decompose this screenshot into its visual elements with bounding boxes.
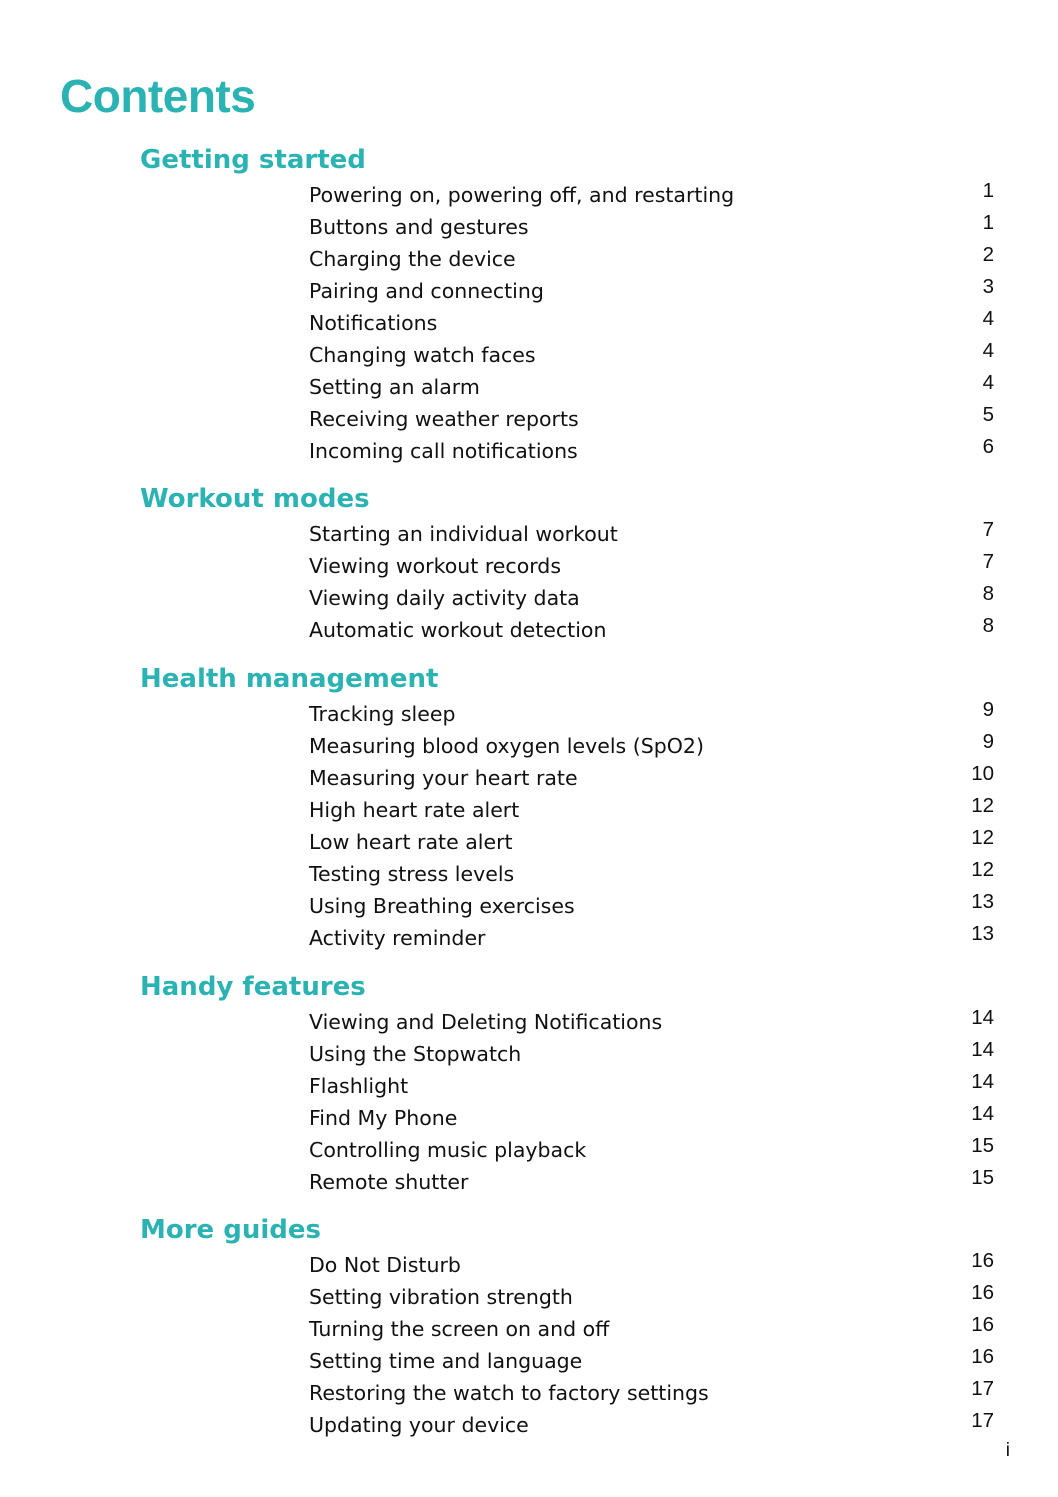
toc-entry[interactable] — [0, 1102, 1058, 1134]
toc-entry[interactable] — [0, 794, 1058, 826]
toc-entry-label: Setting vibration strength — [309, 1285, 573, 1309]
toc-entry[interactable] — [0, 922, 1058, 954]
toc-entry[interactable] — [0, 275, 1058, 307]
toc-entry[interactable] — [0, 1345, 1058, 1377]
toc-entry-label: Receiving weather reports — [309, 407, 579, 431]
toc-entry-label: Find My Phone — [309, 1106, 458, 1130]
toc-entry[interactable] — [0, 1249, 1058, 1281]
toc-entry[interactable] — [0, 614, 1058, 646]
toc-entry[interactable] — [0, 179, 1058, 211]
section-heading: Health management — [140, 664, 439, 694]
toc-entry-page-number: 8 — [982, 614, 994, 637]
section-heading: More guides — [140, 1215, 321, 1245]
toc-entry-label: Charging the device — [309, 247, 516, 271]
toc-entry-label: Do Not Disturb — [309, 1253, 461, 1277]
toc-entry-page-number: 13 — [971, 922, 994, 945]
toc-entry-page-number: 12 — [971, 858, 994, 881]
toc-entry-label: Viewing daily activity data — [309, 586, 580, 610]
toc-entry[interactable] — [0, 435, 1058, 467]
toc-entry-label: Turning the screen on and off — [309, 1317, 610, 1341]
toc-entry-label: Measuring your heart rate — [309, 766, 578, 790]
toc-entry[interactable] — [0, 1166, 1058, 1198]
toc-entry-page-number: 4 — [982, 371, 994, 394]
toc-entry-page-number: 6 — [982, 435, 994, 458]
toc-entry[interactable] — [0, 371, 1058, 403]
toc-entry-label: Flashlight — [309, 1074, 409, 1098]
toc-entry[interactable] — [0, 243, 1058, 275]
toc-entry-label: Using Breathing exercises — [309, 894, 575, 918]
toc-entry-page-number: 14 — [971, 1006, 994, 1029]
toc-entry-label: Setting time and language — [309, 1349, 583, 1373]
toc-entry[interactable] — [0, 1281, 1058, 1313]
toc-entry-label: Viewing and Deleting Notifications — [309, 1010, 663, 1034]
toc-entry-page-number: 15 — [971, 1134, 994, 1157]
toc-entry-page-number: 9 — [982, 730, 994, 753]
toc-entry-page-number: 15 — [971, 1166, 994, 1189]
toc-entry-label: Pairing and connecting — [309, 279, 544, 303]
toc-entry-page-number: 7 — [982, 550, 994, 573]
toc-entry-page-number: 1 — [982, 211, 994, 234]
toc-entry-label: Powering on, powering off, and restarting — [309, 183, 735, 207]
toc-entry-page-number: 14 — [971, 1070, 994, 1093]
toc-entry-page-number: 4 — [982, 339, 994, 362]
toc-entry-page-number: 9 — [982, 698, 994, 721]
toc-entry-page-number: 16 — [971, 1313, 994, 1336]
toc-entry-label: Controlling music playback — [309, 1138, 587, 1162]
toc-entry-label: Remote shutter — [309, 1170, 469, 1194]
toc-entry-page-number: 17 — [971, 1409, 994, 1432]
toc-entry-label: Low heart rate alert — [309, 830, 513, 854]
section-heading: Handy features — [140, 972, 366, 1002]
page-folio: i — [1005, 1440, 1010, 1461]
toc-entry-label: Setting an alarm — [309, 375, 480, 399]
toc-entry-label: Notifications — [309, 311, 438, 335]
toc-entry[interactable] — [0, 582, 1058, 614]
toc-entry[interactable] — [0, 1038, 1058, 1070]
toc-entry-page-number: 8 — [982, 582, 994, 605]
toc-entry-page-number: 16 — [971, 1281, 994, 1304]
toc-entry-label: Automatic workout detection — [309, 618, 607, 642]
toc-entry-page-number: 13 — [971, 890, 994, 913]
toc-entry[interactable] — [0, 1409, 1058, 1441]
toc-entry[interactable] — [0, 1377, 1058, 1409]
toc-entry-page-number: 14 — [971, 1102, 994, 1125]
toc-entry-page-number: 10 — [971, 762, 994, 785]
toc-entry[interactable] — [0, 1134, 1058, 1166]
toc-entry-page-number: 7 — [982, 518, 994, 541]
toc-entry[interactable] — [0, 1006, 1058, 1038]
toc-entry-page-number: 3 — [982, 275, 994, 298]
toc-entry-label: Using the Stopwatch — [309, 1042, 522, 1066]
toc-entry[interactable] — [0, 1070, 1058, 1102]
toc-entry-label: Testing stress levels — [309, 862, 515, 886]
toc-entry-label: Tracking sleep — [309, 702, 456, 726]
toc-entry[interactable] — [0, 403, 1058, 435]
toc-entry-page-number: 14 — [971, 1038, 994, 1061]
toc-entry-page-number: 1 — [982, 179, 994, 202]
toc-entry-label: Viewing workout records — [309, 554, 561, 578]
toc-entry-label: Incoming call notifications — [309, 439, 578, 463]
toc-entry[interactable] — [0, 339, 1058, 371]
toc-entry-page-number: 12 — [971, 826, 994, 849]
toc-entry[interactable] — [0, 550, 1058, 582]
toc-entry-label: Starting an individual workout — [309, 522, 618, 546]
toc-entry-label: Buttons and gestures — [309, 215, 529, 239]
toc-entry-page-number: 16 — [971, 1345, 994, 1368]
toc-entry[interactable] — [0, 698, 1058, 730]
section-heading: Getting started — [140, 145, 366, 175]
toc-entry-page-number: 12 — [971, 794, 994, 817]
toc-entry[interactable] — [0, 1313, 1058, 1345]
toc-entry[interactable] — [0, 211, 1058, 243]
toc-entry-label: Restoring the watch to factory settings — [309, 1381, 709, 1405]
toc-entry[interactable] — [0, 762, 1058, 794]
toc-entry[interactable] — [0, 730, 1058, 762]
toc-entry[interactable] — [0, 858, 1058, 890]
toc-entry-label: Measuring blood oxygen levels (SpO2) — [309, 734, 704, 758]
toc-entry[interactable] — [0, 826, 1058, 858]
toc-entry-page-number: 17 — [971, 1377, 994, 1400]
toc-entry-page-number: 2 — [982, 243, 994, 266]
section-heading: Workout modes — [140, 484, 370, 514]
toc-entry-page-number: 16 — [971, 1249, 994, 1272]
toc-entry[interactable] — [0, 307, 1058, 339]
toc-entry-label: Updating your device — [309, 1413, 529, 1437]
toc-entry-page-number: 4 — [982, 307, 994, 330]
toc-entry[interactable] — [0, 518, 1058, 550]
toc-entry-page-number: 5 — [982, 403, 994, 426]
toc-entry[interactable] — [0, 890, 1058, 922]
page-title: Contents — [60, 70, 256, 122]
toc-entry-label: High heart rate alert — [309, 798, 520, 822]
toc-entry-label: Activity reminder — [309, 926, 486, 950]
toc-entry-label: Changing watch faces — [309, 343, 536, 367]
